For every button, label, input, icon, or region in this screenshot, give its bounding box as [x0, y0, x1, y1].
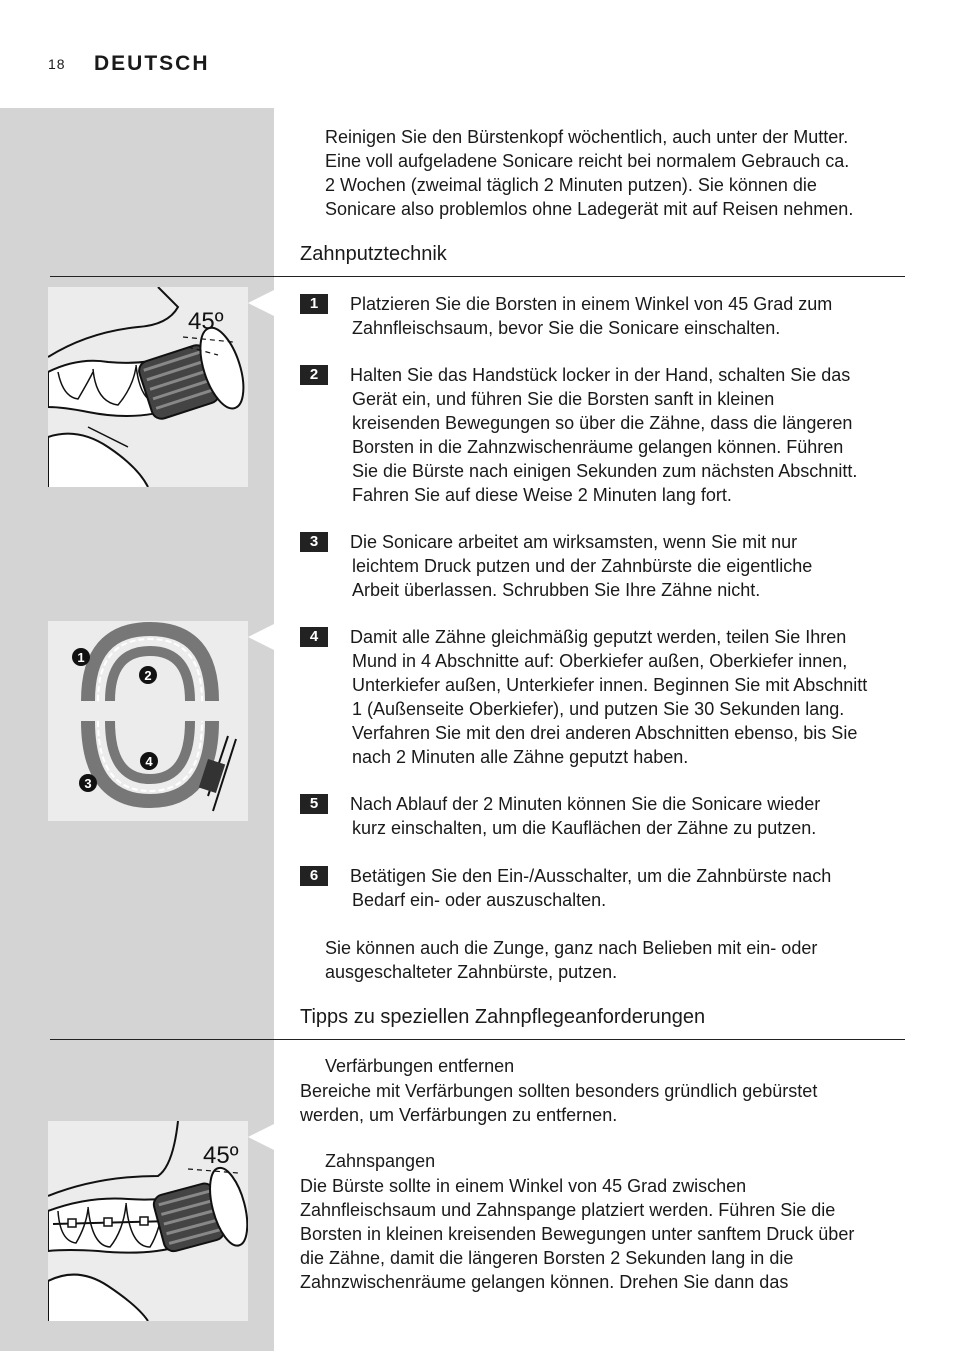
braces-paragraph: Die Bürste sollte in einem Winkel von 45 Grad zwischen Zahnfleischsaum und Zahnspange platziert werden. Führen Sie die Borsten in kleinen kreisenden Bewegungen unter sanftem Druck über die Zähne, damit die längeren Borsten 2 Sekunden lang in die Zahnzwischenräume gelangen können. Drehen Sie dann das — [300, 1176, 855, 1292]
quadrant-3-label: 3 — [84, 776, 92, 791]
brush-angle-illustration — [48, 287, 248, 487]
step-number: 5 — [300, 794, 328, 814]
braces-illustration — [48, 1121, 248, 1321]
figure-pointer — [248, 1124, 274, 1150]
intro-paragraph: Reinigen Sie den Bürstenkopf wöchentlich, auch unter der Mutter. Eine voll aufgeladene Sonicare reicht bei normalem Gebrauch ca. 2 Wochen (zweimal täglich 2 Minuten putzen). Sie können die Sonicare also problemlos ohne Ladegerät mit auf Reisen nehmen. — [325, 127, 854, 219]
step-number: 4 — [300, 627, 328, 647]
figure-brush-angle — [48, 287, 248, 487]
step-number: 3 — [300, 532, 328, 552]
stains-paragraph: Bereiche mit Verfärbungen sollten besonders gründlich gebürstet werden, um Verfärbungen zu entfernen. — [300, 1081, 818, 1125]
figure-quadrants — [48, 621, 248, 821]
angle-label: 45º — [188, 308, 224, 335]
section-heading-tips: Tipps zu speziellen Zahnpflegeanforderungen — [300, 1006, 706, 1028]
step-text: Nach Ablauf der 2 Minuten können Sie die Sonicare wieder kurz einschalten, um die Kauflächen der Zähne zu putzen. — [350, 794, 821, 838]
quadrant-1-label: 1 — [77, 650, 85, 665]
subheading-stains: Verfärbungen entfernen — [325, 1056, 515, 1076]
tongue-note: Sie können auch die Zunge, ganz nach Belieben mit ein- oder ausgeschalteter Zahnbürste, putzen. — [325, 938, 818, 982]
step-text: Halten Sie das Handstück locker in der Hand, schalten Sie das Gerät ein, und führen Sie die Borsten sanft in kleinen kreisenden Bewegungen so über die Zähne, dass die längeren Borsten in die Zahnzwischenräume gelangen können. Führen Sie die Bürste nach einigen Sekunden zum nächsten Abschnitt. Fahren Sie auf diese Weise 2 Minuten lang fort. — [350, 365, 858, 505]
section-rule — [50, 276, 905, 277]
figure-braces — [48, 1121, 248, 1321]
figure-pointer — [248, 290, 274, 316]
section-heading-technique: Zahnputztechnik — [300, 243, 447, 265]
page-number: 18 — [48, 56, 66, 72]
section-rule — [50, 1039, 905, 1040]
step-number: 1 — [300, 294, 328, 314]
quadrant-illustration — [48, 621, 248, 821]
step-number: 6 — [300, 866, 328, 886]
step-text: Damit alle Zähne gleichmäßig geputzt werden, teilen Sie Ihren Mund in 4 Abschnitte auf: Oberkiefer außen, Oberkiefer innen, Unterkiefer außen, Unterkiefer innen. Beginnen Sie mit Abschnitt 1 (Außenseite Oberkiefer), und putzen Sie 30 Sekunden lang. Verfahren Sie mit den drei anderen Abschnitten ebenso, bis Sie nach 2 Minuten alle Zähne geputzt haben. — [350, 627, 868, 767]
quadrant-4-label: 4 — [145, 754, 153, 769]
step-text: Platzieren Sie die Borsten in einem Winkel von 45 Grad zum Zahnfleischsaum, bevor Sie die Sonicare einschalten. — [350, 294, 833, 338]
language-title: DEUTSCH — [94, 52, 210, 75]
step-text: Die Sonicare arbeitet am wirksamsten, wenn Sie mit nur leichtem Druck putzen und der Zahnbürste die eigentliche Arbeit überlassen. Schrubben Sie Ihre Zähne nicht. — [350, 532, 813, 600]
quadrant-2-label: 2 — [144, 668, 152, 683]
subheading-braces: Zahnspangen — [325, 1151, 436, 1171]
step-number: 2 — [300, 365, 328, 385]
angle-label: 45º — [203, 1142, 239, 1169]
step-text: Betätigen Sie den Ein-/Ausschalter, um die Zahnbürste nach Bedarf ein- oder auszuschalten. — [350, 866, 832, 910]
figure-pointer — [248, 624, 274, 650]
